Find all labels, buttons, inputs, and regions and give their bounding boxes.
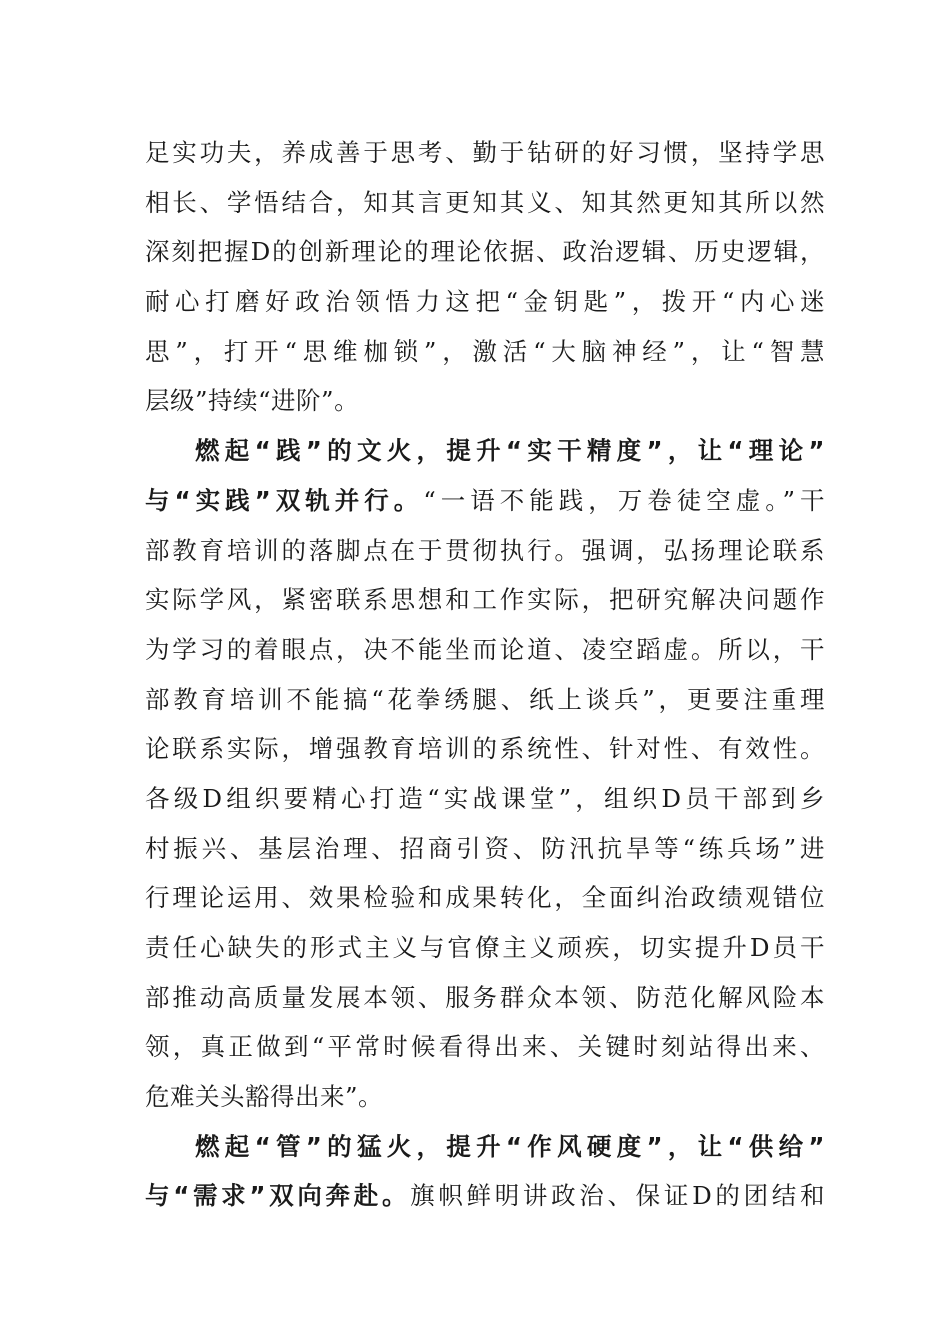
paragraph-line: 论联系实际，增强教育培训的系统性、针对性、有效性。 bbox=[145, 734, 825, 764]
paragraph-line bbox=[145, 1171, 825, 1221]
paragraph-line: 相长、学悟结合，知其言更知其义、知其然更知其所以然 bbox=[145, 187, 825, 217]
paragraph-line: 层级”持续“进阶”。 bbox=[145, 386, 360, 416]
paragraph-text: 旗帜鲜明讲政治、保证D的团结和 bbox=[410, 1181, 825, 1211]
paragraph-line: 行理论运用、效果检验和成果转化，全面纠治政绩观错位 bbox=[145, 883, 825, 913]
section-heading-line: 燃起“管”的猛火，提升“作风硬度”，让“供给” bbox=[195, 1131, 825, 1161]
paragraph-line: 各级D组织要精心打造“实战课堂”，组织D员干部到乡 bbox=[145, 783, 825, 813]
article-body bbox=[145, 128, 825, 1221]
paragraph-line: 危难关头豁得出来”。 bbox=[145, 1082, 384, 1112]
paragraph-line: 耐心打磨好政治领悟力这把“金钥匙”，拨开“内心迷 bbox=[145, 287, 825, 317]
section-heading-line: 燃起“践”的文火，提升“实干精度”，让“理论” bbox=[195, 436, 825, 466]
paragraph-line bbox=[145, 476, 825, 526]
paragraph-text: “一语不能践，万卷徒空虚。”干 bbox=[423, 485, 825, 515]
paragraph-line: 部推动高质量发展本领、服务群众本领、防范化解风险本 bbox=[145, 982, 825, 1012]
paragraph-line: 责任心缺失的形式主义与官僚主义顽疾，切实提升D员干 bbox=[145, 933, 825, 962]
section-heading-tail: 与“需求”双向奔赴。 bbox=[145, 1181, 411, 1211]
paragraph-line: 部教育培训不能搞“花拳绣腿、纸上谈兵”，更要注重理 bbox=[145, 684, 825, 714]
paragraph-line: 部教育培训的落脚点在于贯彻执行。强调，弘扬理论联系 bbox=[145, 535, 825, 565]
paragraph-line: 足实功夫，养成善于思考、勤于钻研的好习惯，坚持学思 bbox=[145, 138, 825, 167]
paragraph-line: 深刻把握D的创新理论的理论依据、政治逻辑、历史逻辑， bbox=[145, 237, 825, 267]
paragraph-line: 为学习的着眼点，决不能坐而论道、凌空蹈虚。所以，干 bbox=[145, 634, 825, 664]
paragraph-line: 实际学风，紧密联系思想和工作实际，把研究解决问题作 bbox=[145, 585, 825, 615]
paragraph-line: 领，真正做到“平常时候看得出来、关键时刻站得出来、 bbox=[145, 1032, 825, 1062]
paragraph-line: 村振兴、基层治理、招商引资、防汛抗旱等“练兵场”进 bbox=[145, 833, 825, 863]
section-heading-tail: 与“实践”双轨并行。 bbox=[145, 485, 424, 515]
paragraph-line: 思”，打开“思维枷锁”，激活“大脑神经”，让“智慧 bbox=[145, 336, 825, 366]
